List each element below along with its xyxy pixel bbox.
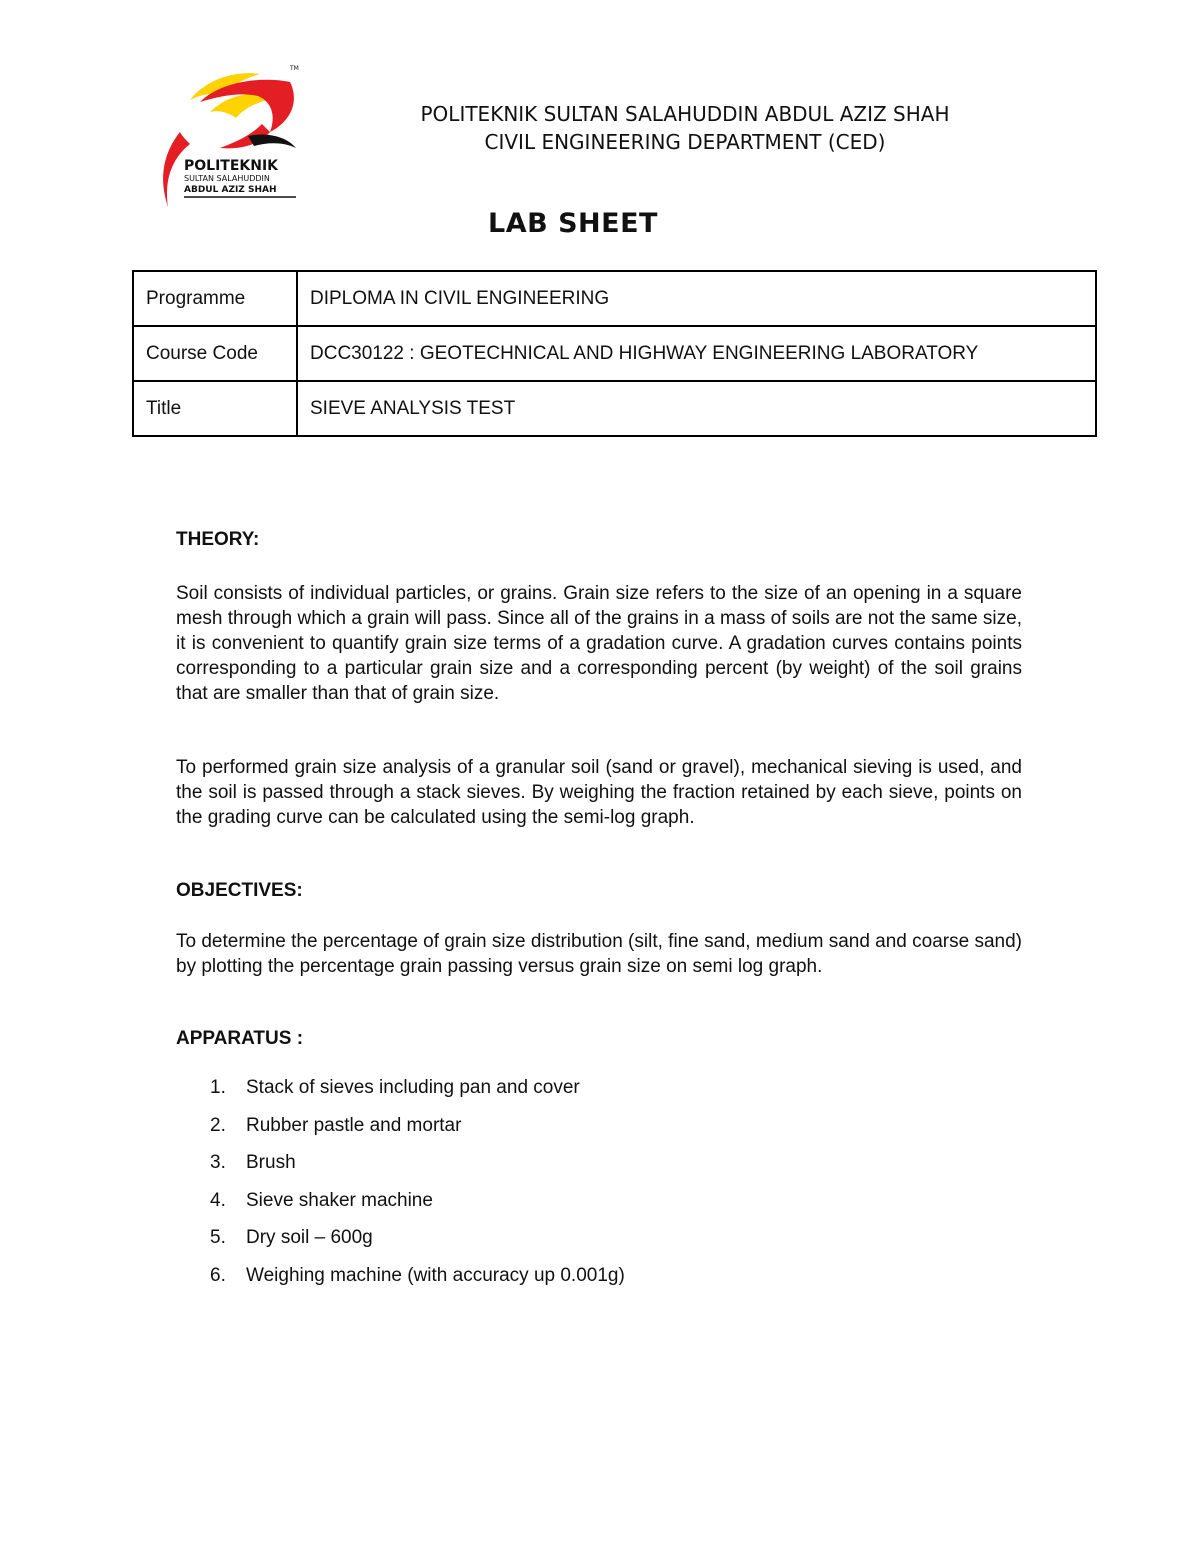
table-cell-value: DCC30122 : GEOTECHNICAL AND HIGHWAY ENGINEERING LABORATORY — [297, 326, 1096, 381]
list-item-number: 3. — [210, 1152, 226, 1173]
list-item-text: Brush — [246, 1152, 296, 1173]
list-item-text: Dry soil – 600g — [246, 1227, 373, 1248]
department-name: CIVIL ENGINEERING DEPARTMENT (CED) — [484, 130, 886, 154]
logo-text-line3: ABDUL AZIZ SHAH — [184, 185, 277, 195]
table-cell-label: Course Code — [133, 326, 297, 381]
objectives-paragraph: To determine the percentage of grain size distribution (silt, fine sand, medium sand and coarse sand) by plotting the percentage grain passing versus grain size on semi log graph. — [176, 931, 1022, 977]
politeknik-logo — [150, 62, 310, 212]
list-item-number: 4. — [210, 1189, 226, 1211]
theory-paragraph: Soil consists of individual particles, or grains. Grain size refers to the size of an opening in a square mesh through which a grain will pass. Since all of the grains in a mass of soils are not the same size, it is convenient to quantify grain size terms of a gradation curve. A gradation curves contains points corresponding to a particular grain size and a corresponding percent (by weight) of the soil grains that are smaller than that of grain size. — [176, 583, 1022, 704]
list-item-number: 5. — [210, 1227, 226, 1248]
page-title: LAB SHEET — [488, 208, 658, 239]
list-item-number: 6. — [210, 1264, 226, 1286]
theory-heading: THEORY: — [176, 529, 260, 550]
list-item — [176, 1224, 625, 1262]
list-item — [176, 1149, 625, 1187]
apparatus-list — [176, 1074, 625, 1299]
logo-tm: TM — [290, 65, 299, 72]
table-row — [133, 381, 1096, 436]
list-item — [176, 1112, 625, 1150]
table-cell-value: SIEVE ANALYSIS TEST — [297, 381, 1096, 436]
logo-text-line1: POLITEKNIK — [184, 158, 279, 174]
objectives-heading: OBJECTIVES: — [176, 880, 303, 901]
list-item-text: Stack of sieves including pan and cover — [246, 1077, 580, 1098]
list-item — [176, 1074, 625, 1112]
list-item-number: 1. — [210, 1077, 226, 1098]
table-cell-label: Title — [133, 381, 297, 436]
list-item-text: Rubber pastle and mortar — [246, 1114, 462, 1136]
list-item-number: 2. — [210, 1114, 226, 1136]
table-row — [133, 326, 1096, 381]
institution-name: POLITEKNIK SULTAN SALAHUDDIN ABDUL AZIZ SHAH — [420, 102, 950, 126]
list-item — [176, 1187, 625, 1225]
list-item-text: Weighing machine (with accuracy up 0.001g) — [246, 1264, 625, 1286]
theory-paragraph: To performed grain size analysis of a granular soil (sand or gravel), mechanical sieving is used, and the soil is passed through a stack sieves. By weighing the fraction retained by each sieve, points on the grading curve can be calculated using the semi-log graph. — [176, 757, 1022, 828]
institution-header — [380, 100, 990, 156]
course-info-table — [132, 270, 1097, 437]
table-cell-value: DIPLOMA IN CIVIL ENGINEERING — [297, 271, 1096, 326]
table-cell-label: Programme — [133, 271, 297, 326]
apparatus-heading: APPARATUS : — [176, 1028, 304, 1049]
logo-graphic — [150, 62, 310, 212]
table-row — [133, 271, 1096, 326]
list-item-text: Sieve shaker machine — [246, 1189, 433, 1211]
logo-text-line2: SULTAN SALAHUDDIN — [184, 174, 270, 183]
list-item — [176, 1262, 625, 1300]
